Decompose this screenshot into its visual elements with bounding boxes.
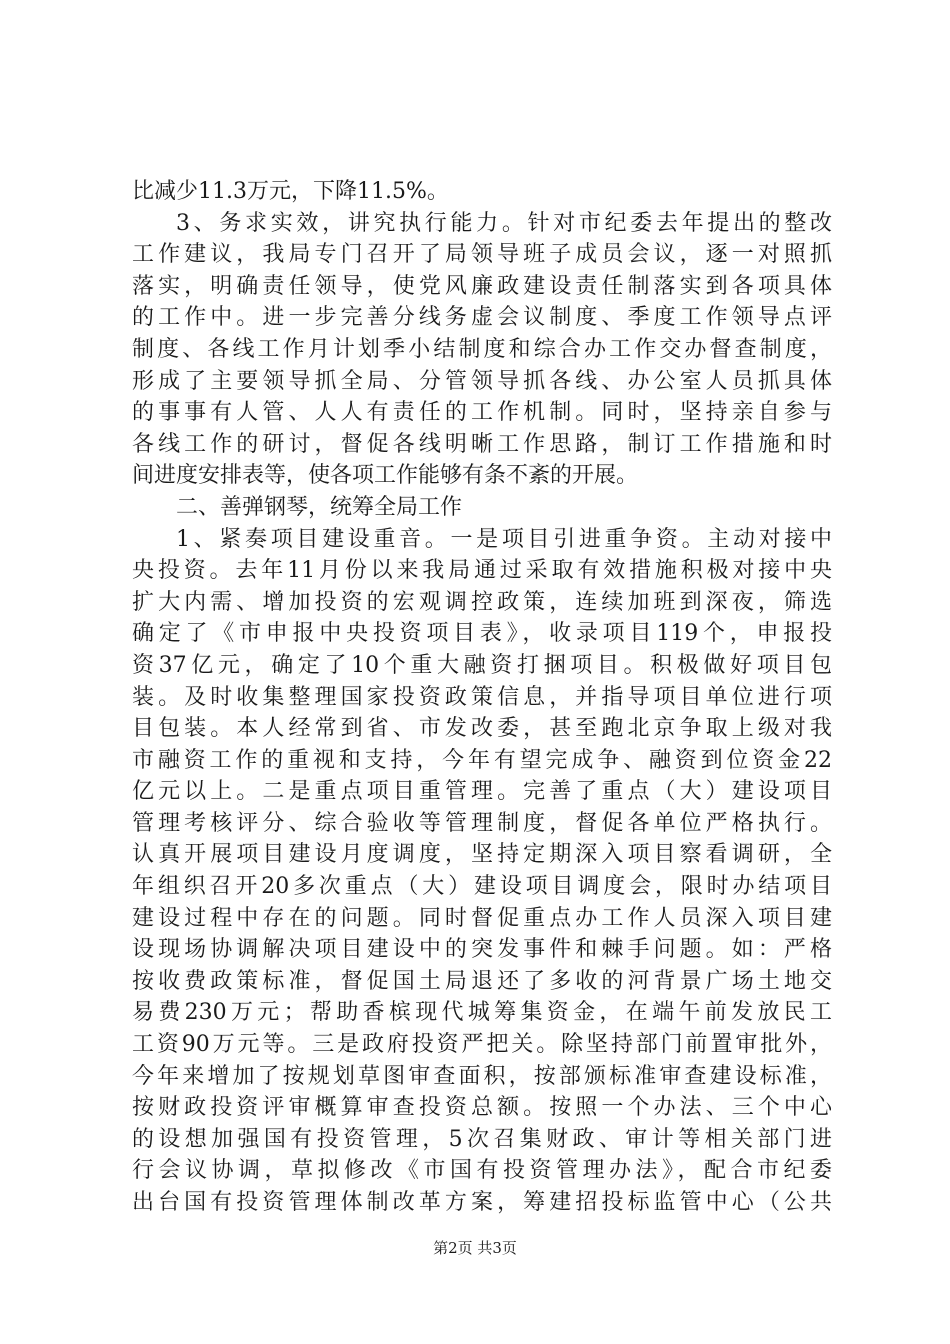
text-line: 的设想加强国有投资管理，5次召集财政、审计等相关部门进 xyxy=(132,1126,832,1152)
text-line: 按收费政策标准，督促国土局退还了多收的河背景广场土地交 xyxy=(132,968,832,994)
text-line: 易费230万元；帮助香槟现代城筹集资金，在端午前发放民工 xyxy=(132,1000,832,1026)
text-line: 落实，明确责任领导，使党风廉政建设责任制落实到各项具体 xyxy=(132,273,832,299)
text-line: 亿元以上。二是重点项目重管理。完善了重点（大）建设项目 xyxy=(132,779,832,805)
text-line: 3、务求实效，讲究执行能力。针对市纪委去年提出的整改 xyxy=(176,210,832,236)
text-line: 目包装。本人经常到省、市发改委，甚至跑北京争取上级对我 xyxy=(132,716,832,742)
text-line: 出台国有投资管理体制改革方案，筹建招投标监管中心（公共 xyxy=(132,1190,832,1215)
document-body xyxy=(132,176,832,1219)
text-line: 各线工作的研讨，督促各线明晰工作思路，制订工作措施和时 xyxy=(132,431,832,457)
text-line: 的工作中。进一步完善分线务虚会议制度、季度工作领导点评 xyxy=(132,305,832,331)
text-line: 工资90万元等。三是政府投资严把关。除坚持部门前置审批外， xyxy=(132,1032,832,1058)
text-line: 装。及时收集整理国家投资政策信息，并指导项目单位进行项 xyxy=(132,684,832,710)
text-line: 比减少11.3万元，下降11.5%。 xyxy=(132,179,449,204)
text-line: 建设过程中存在的问题。同时督促重点办工作人员深入项目建 xyxy=(132,905,832,931)
text-line: 资37亿元，确定了10个重大融资打捆项目。积极做好项目包 xyxy=(132,652,832,678)
text-line: 按财政投资评审概算审查投资总额。按照一个办法、三个中心 xyxy=(132,1095,832,1121)
text-line: 设现场协调解决项目建设中的突发事件和棘手问题。如：严格 xyxy=(132,937,832,963)
text-line: 管理考核评分、综合验收等管理制度，督促各单位严格执行。 xyxy=(132,810,832,836)
text-line: 二、善弹钢琴，统筹全局工作 xyxy=(176,494,463,520)
text-line: 年组织召开20多次重点（大）建设项目调度会，限时办结项目 xyxy=(132,874,832,900)
text-line: 间进度安排表等，使各项工作能够有条不紊的开展。 xyxy=(132,463,639,489)
text-line: 1、紧奏项目建设重音。一是项目引进重争资。主动对接中 xyxy=(176,526,832,552)
text-line: 的事事有人管、人人有责任的工作机制。同时，坚持亲自参与 xyxy=(132,400,832,426)
text-line: 形成了主要领导抓全局、分管领导抓各线、办公室人员抓具体 xyxy=(132,368,832,394)
text-line: 行会议协调，草拟修改《市国有投资管理办法》，配合市纪委 xyxy=(132,1158,832,1184)
text-line: 市融资工作的重视和支持，今年有望完成争、融资到位资金22 xyxy=(132,747,832,773)
text-line: 扩大内需、增加投资的宏观调控政策，连续加班到深夜，筛选 xyxy=(132,589,832,615)
text-line: 认真开展项目建设月度调度，坚持定期深入项目察看调研，全 xyxy=(132,842,832,868)
text-line: 制度、各线工作月计划季小结制度和综合办工作交办督查制度， xyxy=(132,336,832,362)
page-footer: 第2页 共3页 xyxy=(433,1239,517,1257)
text-line: 工作建议，我局专门召开了局领导班子成员会议，逐一对照抓 xyxy=(132,242,832,268)
text-line: 今年来增加了按规划草图审查面积，按部颁标准审查建设标准， xyxy=(132,1063,832,1089)
text-line: 确定了《市申报中央投资项目表》，收录项目119个，申报投 xyxy=(132,621,832,647)
text-line: 央投资。去年11月份以来我局通过采取有效措施积极对接中央 xyxy=(132,558,832,584)
